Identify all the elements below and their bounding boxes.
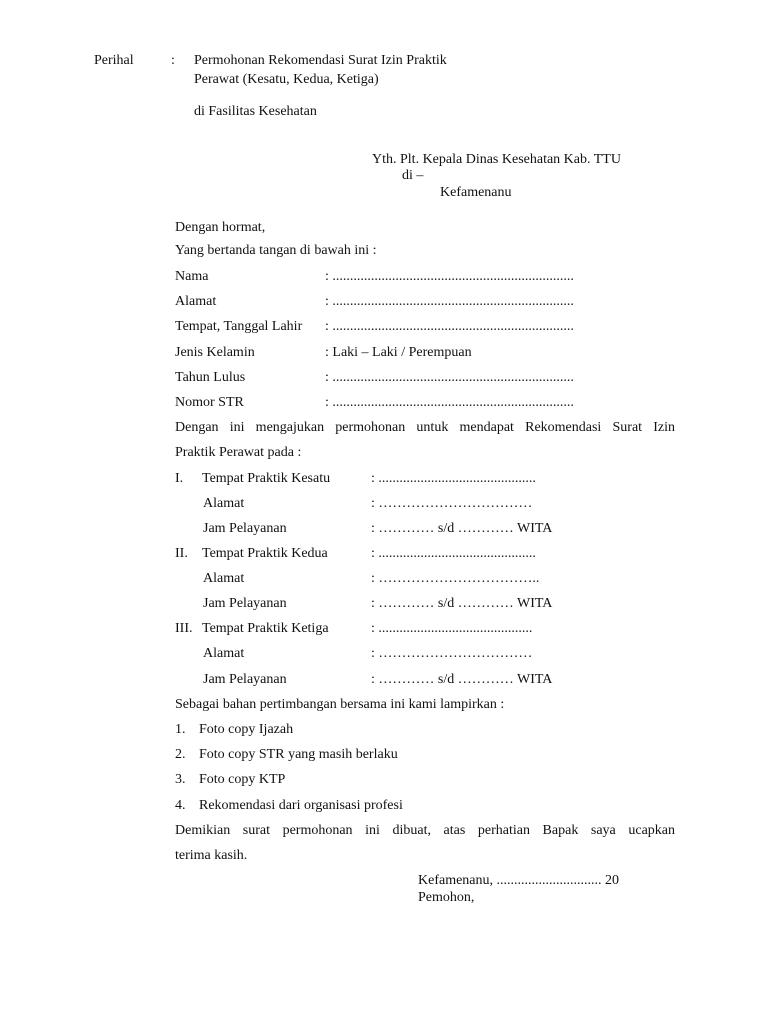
place-2-numeral: II. (175, 546, 188, 561)
subject-line-2: Perawat (Kesatu, Kedua, Ketiga) (194, 72, 379, 87)
place-1-jam-value: : ………… s/d ………… WITA (371, 521, 553, 536)
place-3-alamat-value: : …………………………… (371, 646, 533, 661)
place-3-jam-value: : ………… s/d ………… WITA (371, 672, 553, 687)
perihal-colon: : (171, 53, 175, 68)
addressee-line-2: di – (402, 168, 424, 183)
place-3-numeral: III. (175, 621, 193, 636)
attachment-3-text: Foto copy KTP (199, 772, 286, 787)
addressee-line-3: Kefamenanu (440, 185, 512, 200)
place-2-jam-label: Jam Pelayanan (203, 596, 287, 611)
field-label-alamat: Alamat (175, 294, 217, 309)
request-line-1: Dengan ini mengajukan permohonan untuk mendapat Rekomendasi Surat Izin (175, 420, 675, 435)
field-value-ttl: : ..................................................................... (325, 319, 574, 334)
place-2-title-value: : ............................................. (371, 546, 536, 561)
place-1-jam-label: Jam Pelayanan (203, 521, 287, 536)
place-2-title: Tempat Praktik Kedua (202, 546, 328, 561)
place-2-alamat-value: : …………………………….. (371, 571, 540, 586)
field-value-tahun-lulus: : ..................................................................... (325, 370, 574, 385)
field-label-nama: Nama (175, 269, 209, 284)
place-3-jam-label: Jam Pelayanan (203, 672, 287, 687)
place-1-numeral: I. (175, 471, 184, 486)
attachments-intro: Sebagai bahan pertimbangan bersama ini kami lampirkan : (175, 697, 505, 712)
intro-text: Yang bertanda tangan di bawah ini : (175, 243, 377, 258)
signature-place-date: Kefamenanu, .............................. 20 (418, 873, 620, 888)
attachment-4-text: Rekomendasi dari organisasi profesi (199, 798, 403, 813)
place-1-title-value: : ............................................. (371, 471, 536, 486)
attachment-4-num: 4. (175, 798, 186, 813)
signature-role: Pemohon, (418, 890, 475, 905)
place-1-alamat-label: Alamat (203, 496, 245, 511)
place-3-title-value: : ............................................ (371, 621, 533, 636)
greeting: Dengan hormat, (175, 220, 266, 235)
request-line-2: Praktik Perawat pada : (175, 445, 302, 460)
place-3-alamat-label: Alamat (203, 646, 245, 661)
attachment-2-text: Foto copy STR yang masih berlaku (199, 747, 398, 762)
field-value-jenis-kelamin: : Laki – Laki / Perempuan (325, 345, 472, 360)
place-1-alamat-value: : …………………………… (371, 496, 533, 511)
place-2-jam-value: : ………… s/d ………… WITA (371, 596, 553, 611)
addressee-line-1: Yth. Plt. Kepala Dinas Kesehatan Kab. TTU (372, 152, 621, 167)
attachment-1-num: 1. (175, 722, 186, 737)
closing-line-2: terima kasih. (175, 848, 248, 863)
field-value-alamat: : ..................................................................... (325, 294, 574, 309)
attachment-3-num: 3. (175, 772, 186, 787)
field-label-jenis-kelamin: Jenis Kelamin (175, 345, 255, 360)
attachment-2-num: 2. (175, 747, 186, 762)
place-3-title: Tempat Praktik Ketiga (202, 621, 329, 636)
place-2-alamat-label: Alamat (203, 571, 245, 586)
field-value-nama: : ..................................................................... (325, 269, 574, 284)
field-value-nomor-str: : ..................................................................... (325, 395, 574, 410)
place-1-title: Tempat Praktik Kesatu (202, 471, 331, 486)
field-label-ttl: Tempat, Tanggal Lahir (175, 319, 303, 334)
field-label-tahun-lulus: Tahun Lulus (175, 370, 246, 385)
subject-line-1: Permohonan Rekomendasi Surat Izin Praktik (194, 53, 447, 68)
field-label-nomor-str: Nomor STR (175, 395, 244, 410)
subject-line-3: di Fasilitas Kesehatan (194, 104, 317, 119)
closing-line-1: Demikian surat permohonan ini dibuat, atas perhatian Bapak saya ucapkan (175, 823, 675, 838)
perihal-label: Perihal (94, 53, 134, 68)
attachment-1-text: Foto copy Ijazah (199, 722, 294, 737)
